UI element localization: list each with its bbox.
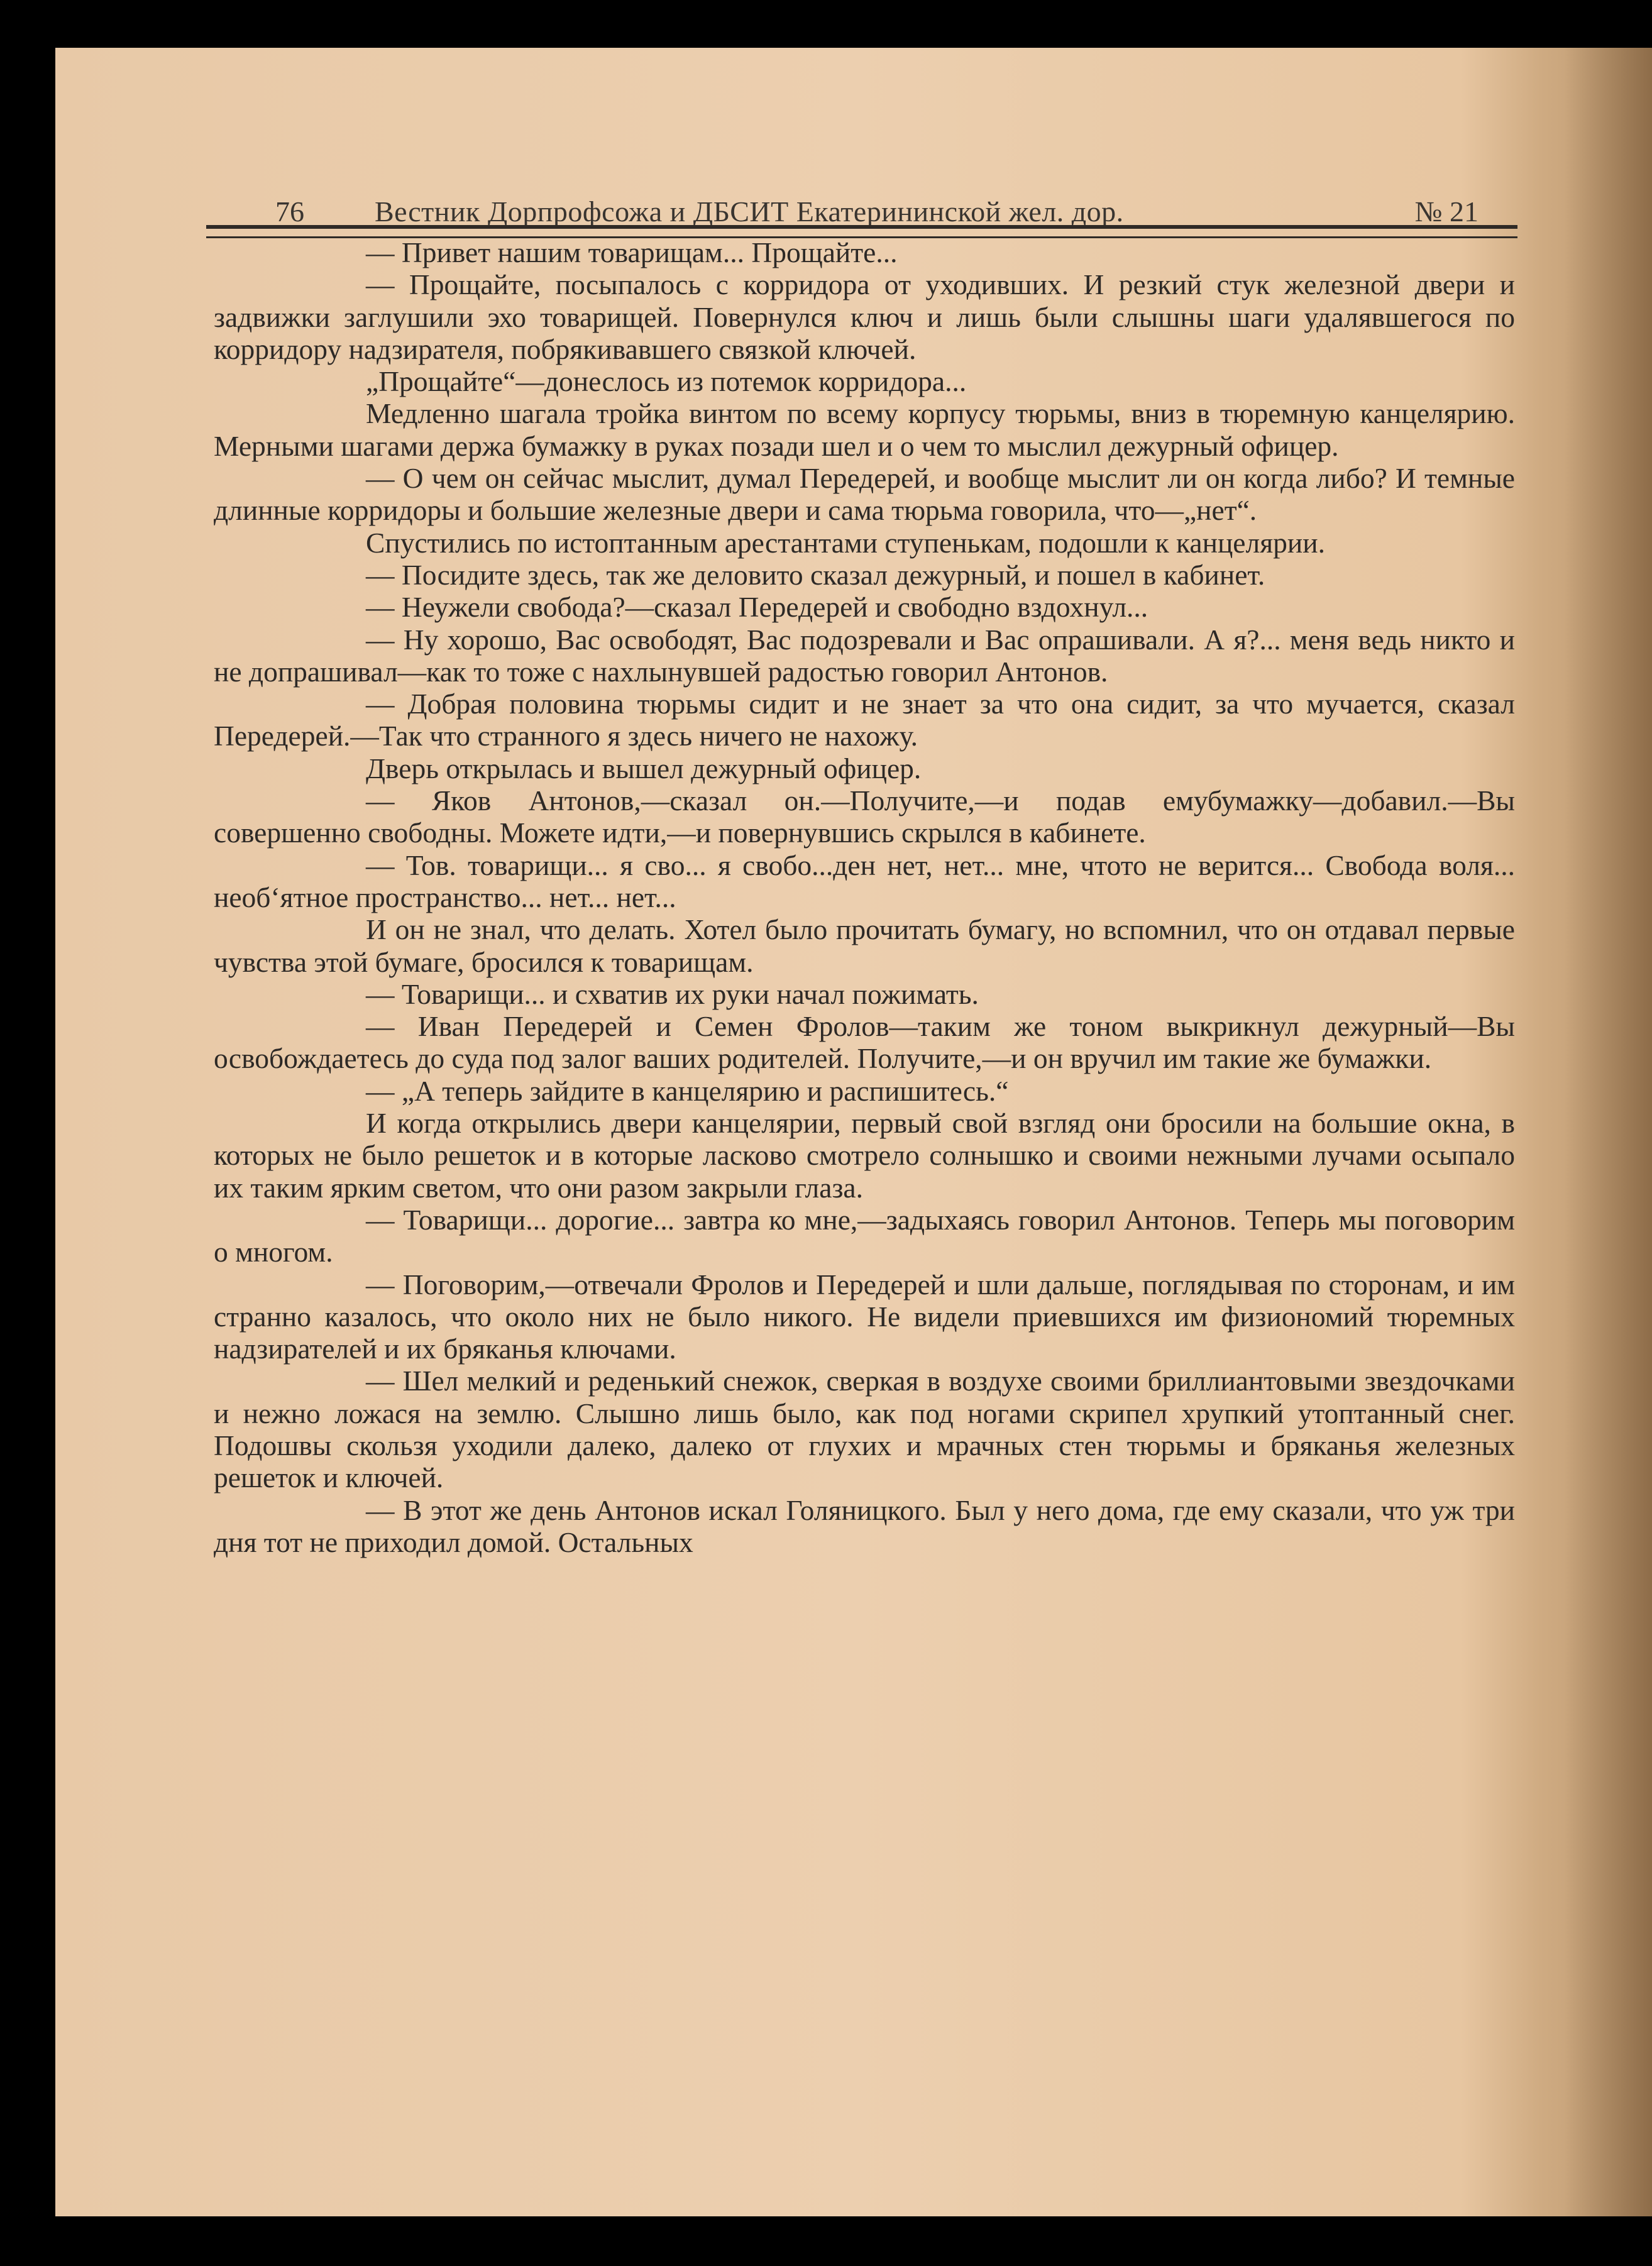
paragraph: — Прощайте, посыпалось с корридора от уходивших. И резкий стук железной двери и задвижки заглушили эхо товарищей. Повернулся ключ и лишь были слышны шаги удалявшегося по корридору надзирателя, побрякивавшего связкой ключей. [214,268,1515,365]
paragraph: И когда открылись двери канцелярии, первый свой взгляд они бросили на большие окна, в которых не было решеток и в которые ласково смотрело солнышко и своими нежными лучами осыпало их таким ярким светом, что они разом закрыли глаза. [214,1107,1515,1204]
paragraph: — Посидите здесь, так же деловито сказал дежурный, и пошел в кабинет. [366,558,1265,591]
paragraph: — Товарищи... и схватив их руки начал пожимать. [366,977,979,1010]
paragraph: — Тов. товарищи... я сво... я свобо...ден нет, нет... мне, чтото не верится... Свобода воля... необ‘ятное пространство... нет... нет... [214,849,1515,913]
issue-number: № 21 [1414,195,1479,228]
paragraph: — Поговорим,—отвечали Фролов и Передерей и шли дальше, поглядывая по сторонам, и им странно казалось, что около них не было никого. Не видели приевшихся им физиономий тюремных надзирателей и их бряканья ключами. [214,1268,1515,1365]
paragraph: — Товарищи... дорогие... завтра ко мне,—задыхаясь говорил Антонов. Теперь мы поговорим о многом. [214,1203,1515,1268]
paragraph: — Яков Антонов,—сказал он.—Получите,—и подав емубумажку—добавил.—Вы совершенно свободны. Можете идти,—и повернувшись скрылся в кабинете. [214,784,1515,849]
paragraph: — Ну хорошо, Вас освободят, Вас подозревали и Вас опрашивали. А я?... меня ведь никто и не допрашивал—как то тоже с нахлынувшей радостью говорил Антонов. [214,623,1515,688]
paragraph: — Привет нашим товарищам... Прощайте... [366,236,898,268]
paragraph: Дверь открылась и вышел дежурный офицер. [366,752,922,784]
paragraph: И он не знал, что делать. Хотел было прочитать бумагу, но вспомнил, что он отдавал первые чувства этой бумаге, бросился к товарищам. [214,913,1515,978]
paragraph: — В этот же день Антонов искал Голяницкого. Был у него дома, где ему сказали, что уж три дня тот не приходил домой. Остальных [214,1493,1515,1558]
journal-page [55,48,1652,2216]
article-body [214,236,1515,1558]
paragraph: — Иван Передерей и Семен Фролов—таким же тоном выкрикнул дежурный—Вы освобождаетесь до суда под залог ваших родителей. Получите,—и он вручил им такие же бумажки. [214,1010,1515,1075]
paragraph: — Добрая половина тюрьмы сидит и не знает за что она сидит, за что мучается, сказал Передерей.—Так что странного я здесь ничего не нахожу. [214,688,1515,752]
journal-title: Вестник Дорпрофсожа и ДБСИТ Екатерининской жел. дор. [375,195,1124,228]
paragraph: Медленно шагала тройка винтом по всему корпусу тюрьмы, вниз в тюремную канцелярию. Мерными шагами держа бумажку в руках позади шел и о чем то мыслил дежурный офицер. [214,397,1515,462]
paragraph: Спустились по истоптанным арестантами ступенькам, подошли к канцелярии. [366,526,1325,559]
paragraph: „Прощайте“—донеслось из потемок корридора... [366,365,967,398]
paragraph: — Шел мелкий и реденький снежок, сверкая в воздухе своими бриллиантовыми звездочками и нежно ложася на землю. Слышно лишь было, как под ногами скрипел хрупкий утоптанный снег. Подошвы скользя уходили далеко, далеко от глухих и мрачных стен тюрьмы и бряканья железных решеток и ключей. [214,1365,1515,1494]
paragraph: — „А теперь зайдите в канцелярию и распишитесь.“ [366,1074,1009,1107]
page-number: 76 [275,195,304,228]
paragraph: — О чем он сейчас мыслит, думал Передерей, и вообще мыслит ли он когда либо? И темные длинные корридоры и большие железные двери и сама тюрьма говорила, что—„нет“. [214,462,1515,527]
paragraph: — Неужели свобода?—сказал Передерей и свободно вздохнул... [366,591,1148,624]
